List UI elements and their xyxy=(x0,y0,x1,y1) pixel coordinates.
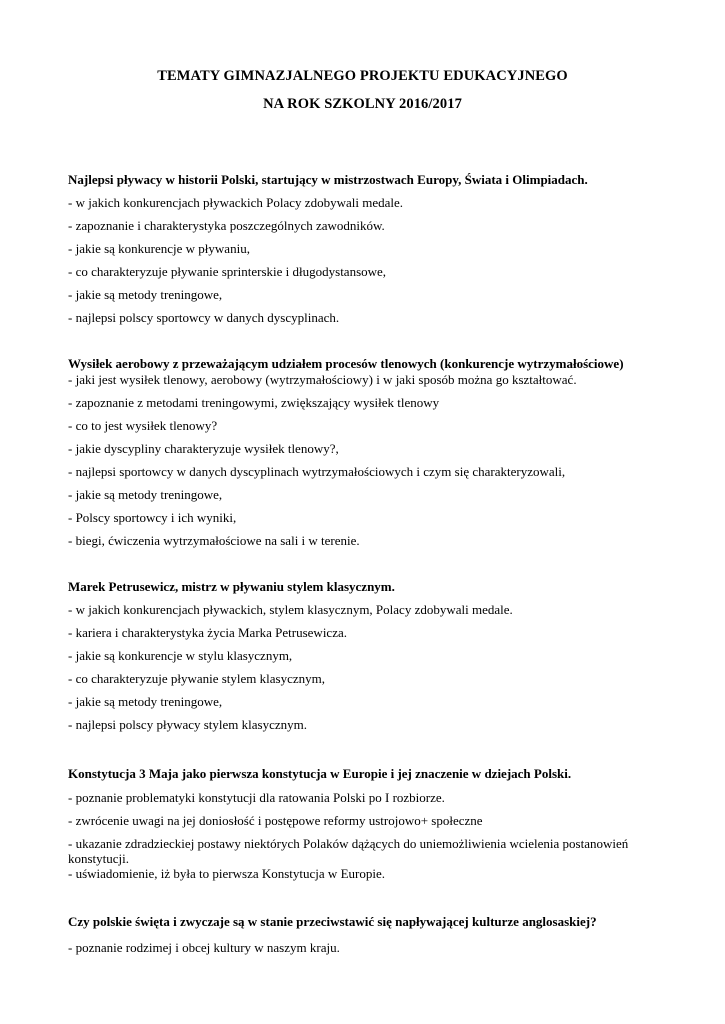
list-item: - jakie dyscypliny charakteryzuje wysiłek tlenowy?, xyxy=(68,441,339,456)
list-item: - zapoznanie z metodami treningowymi, zwiększający wysiłek tlenowy xyxy=(68,395,440,410)
list-item: konstytucji. xyxy=(68,851,130,866)
section-heading: Marek Petrusewicz, mistrz w pływaniu stylem klasycznym. xyxy=(68,579,395,594)
list-item: - zapoznanie i charakterystyka poszczególnych zawodników. xyxy=(68,218,385,233)
list-item: - Polscy sportowcy i ich wyniki, xyxy=(68,510,237,525)
list-item: - jakie są metody treningowe, xyxy=(68,694,223,709)
section-heading: Najlepsi pływacy w historii Polski, startujący w mistrzostwach Europy, Świata i Olimpiadach. xyxy=(68,172,588,187)
list-item: - zwrócenie uwagi na jej doniosłość i postępowe reformy ustrojowo+ społeczne xyxy=(68,813,483,828)
list-item: - biegi, ćwiczenia wytrzymałościowe na sali i w terenie. xyxy=(68,533,360,548)
list-item: - najlepsi polscy pływacy stylem klasycznym. xyxy=(68,717,308,732)
list-item: - uświadomienie, iż była to pierwsza Konstytucja w Europie. xyxy=(68,866,385,881)
list-item: - jakie są konkurencje w pływaniu, xyxy=(68,241,250,256)
document-title-line2: NA ROK SZKOLNY 2016/2017 xyxy=(263,96,462,112)
list-item: - jakie są metody treningowe, xyxy=(68,287,223,302)
list-item: - poznanie rodzimej i obcej kultury w naszym kraju. xyxy=(68,940,340,955)
list-item: - kariera i charakterystyka życia Marka Petrusewicza. xyxy=(68,625,347,640)
list-item: - najlepsi polscy sportowcy w danych dyscyplinach. xyxy=(68,310,340,325)
list-item: - co charakteryzuje pływanie sprinterskie i długodystansowe, xyxy=(68,264,387,279)
list-item: - jakie są metody treningowe, xyxy=(68,487,223,502)
document-title-line1: TEMATY GIMNAZJALNEGO PROJEKTU EDUKACYJNEGO xyxy=(157,68,568,84)
section-heading: Konstytucja 3 Maja jako pierwsza konstytucja w Europie i jej znaczenie w dziejach Polski. xyxy=(68,766,572,781)
list-item: - ukazanie zdradzieckiej postawy niektórych Polaków dążących do uniemożliwienia wcielenia postanowień xyxy=(68,836,629,851)
list-item: - najlepsi sportowcy w danych dyscyplinach wytrzymałościowych i czym się charakteryzowali, xyxy=(68,464,566,479)
section-heading: Czy polskie święta i zwyczaje są w stanie przeciwstawić się napływającej kulturze anglosaskiej? xyxy=(68,914,597,929)
list-item: - poznanie problematyki konstytucji dla ratowania Polski po I rozbiorze. xyxy=(68,790,445,805)
list-item: - jaki jest wysiłek tlenowy, aerobowy (wytrzymałościowy) i w jaki sposób można go kształtować. xyxy=(68,372,577,387)
section-heading: Wysiłek aerobowy z przeważającym udziałem procesów tlenowych (konkurencje wytrzymałościowe) xyxy=(68,356,624,371)
list-item: - jakie są konkurencje w stylu klasycznym, xyxy=(68,648,293,663)
list-item: - w jakich konkurencjach pływackich, stylem klasycznym, Polacy zdobywali medale. xyxy=(68,602,513,617)
list-item: - co charakteryzuje pływanie stylem klasycznym, xyxy=(68,671,326,686)
list-item: - co to jest wysiłek tlenowy? xyxy=(68,418,218,433)
list-item: - w jakich konkurencjach pływackich Polacy zdobywali medale. xyxy=(68,195,403,210)
